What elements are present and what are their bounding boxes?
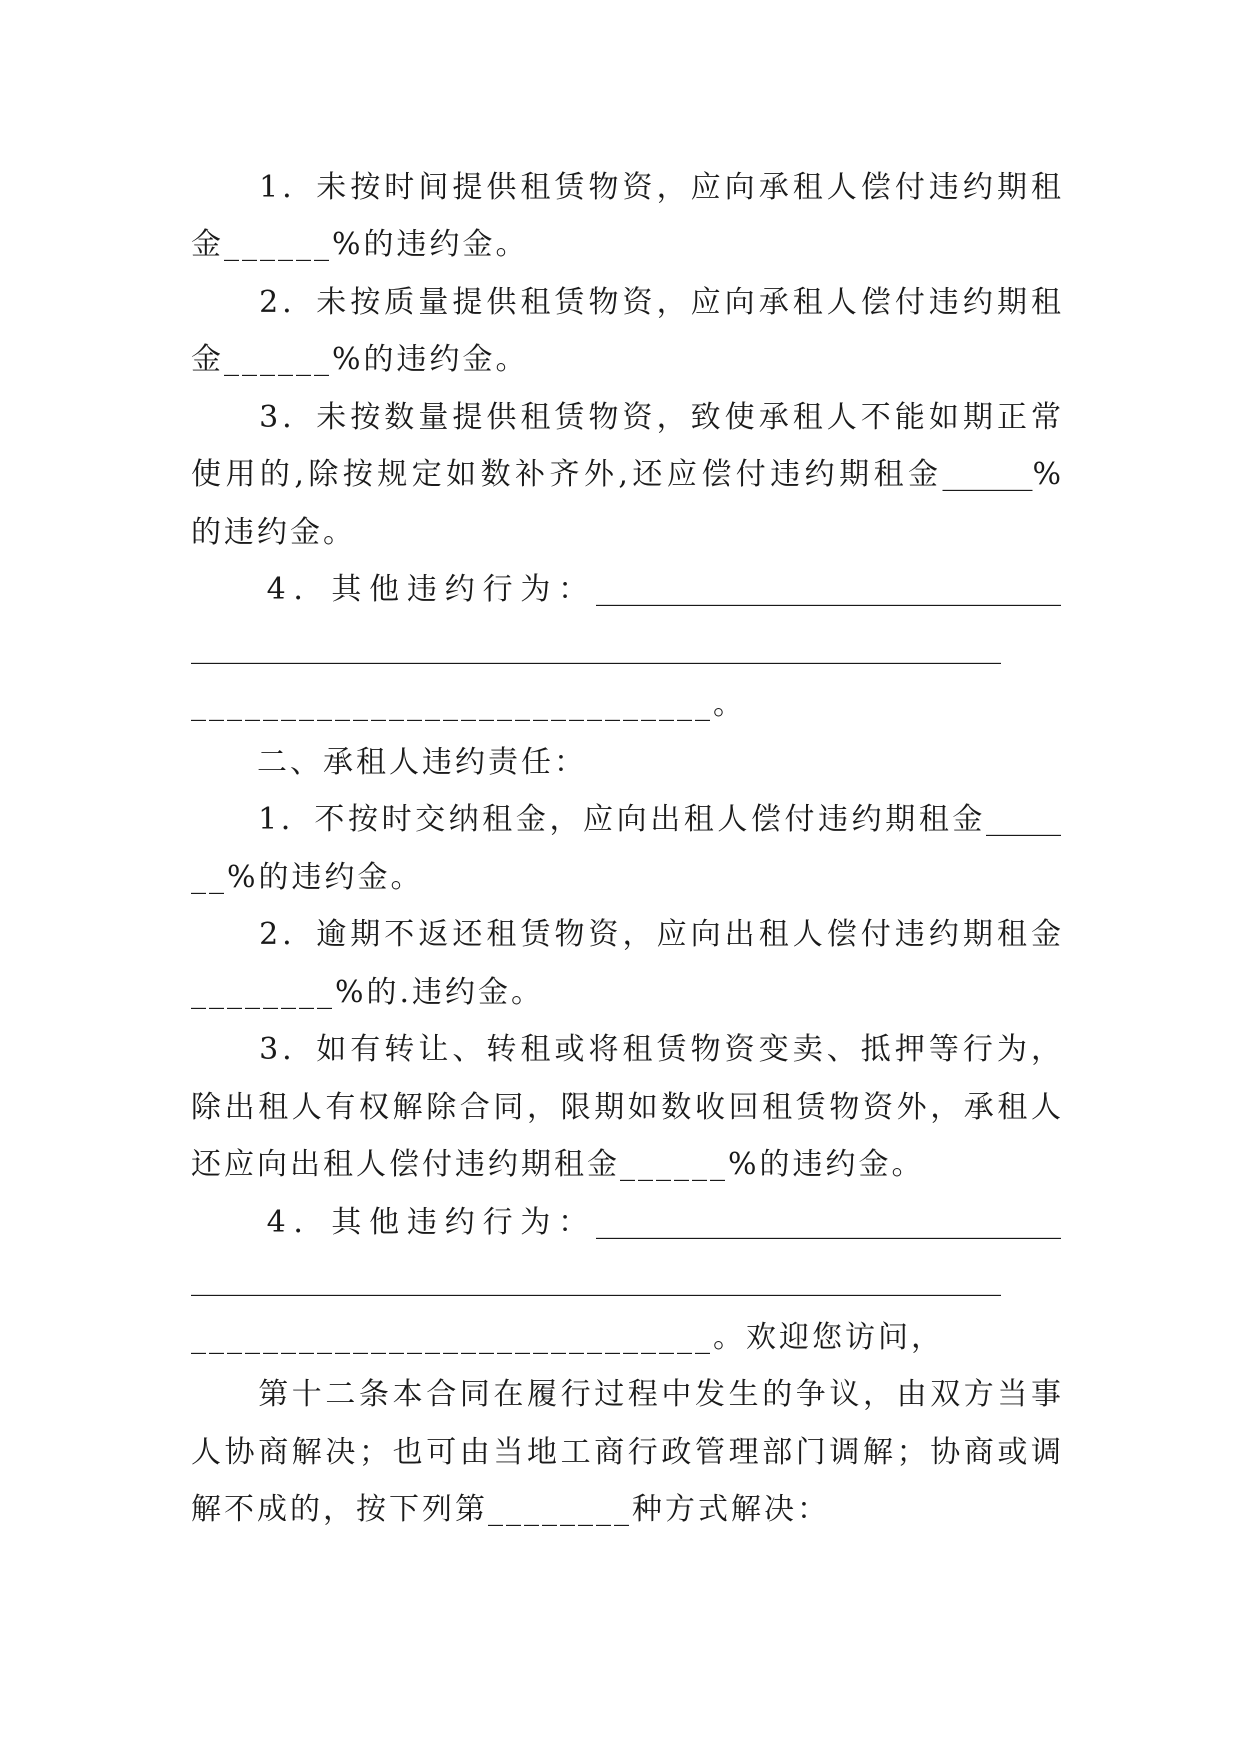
text-line: 使用的,除按规定如数补齐外,还应偿付违约期租金______% — [191, 457, 1061, 492]
text-line: 还应向出租人偿付违约期租金______%的违约金。 — [191, 1147, 925, 1182]
text-line: ______________________________________________________ — [191, 630, 1001, 665]
text-line: 2．逾期不返还租赁物资，应向出租人偿付违约期租金 — [191, 917, 1061, 952]
text-line: 的违约金。 — [191, 515, 356, 550]
text-line: __%的违约金。 — [191, 860, 424, 895]
text-line: 1．未按时间提供租赁物资，应向承租人偿付违约期租 — [191, 170, 1061, 205]
text-line: ______________________________________________________ — [191, 1262, 1001, 1297]
text-line: ________%的.违约金。 — [191, 975, 545, 1010]
text-line: _____________________________。 — [191, 687, 746, 722]
text-line: 2．未按质量提供租赁物资，应向承租人偿付违约期租 — [191, 285, 1061, 320]
text-line: 第十二条本合同在履行过程中发生的争议，由双方当事 — [191, 1377, 1061, 1412]
text-line: 金______%的违约金。 — [191, 342, 529, 377]
text-line: 解不成的，按下列第________种方式解决： — [191, 1492, 830, 1527]
text-line: 金______%的违约金。 — [191, 227, 529, 262]
text-line: 人协商解决；也可由当地工商行政管理部门调解；协商或调 — [191, 1435, 1061, 1470]
section-heading: 二、承租人违约责任： — [191, 745, 587, 780]
text-line: _____________________________。欢迎您访问， — [191, 1320, 944, 1355]
text-line: 1．不按时交纳租金，应向出租人偿付违约期租金_____ — [191, 802, 1061, 837]
text-line: 除出租人有权解除合同，限期如数收回租赁物资外，承租人 — [191, 1090, 1061, 1125]
text-line: 4．其他违约行为：_______________________________ — [191, 572, 1061, 607]
text-line: 4．其他违约行为：_______________________________ — [191, 1205, 1061, 1240]
text-line: 3．如有转让、转租或将租赁物资变卖、抵押等行为， — [191, 1032, 1061, 1067]
text-line: 3．未按数量提供租赁物资，致使承租人不能如期正常 — [191, 400, 1061, 435]
